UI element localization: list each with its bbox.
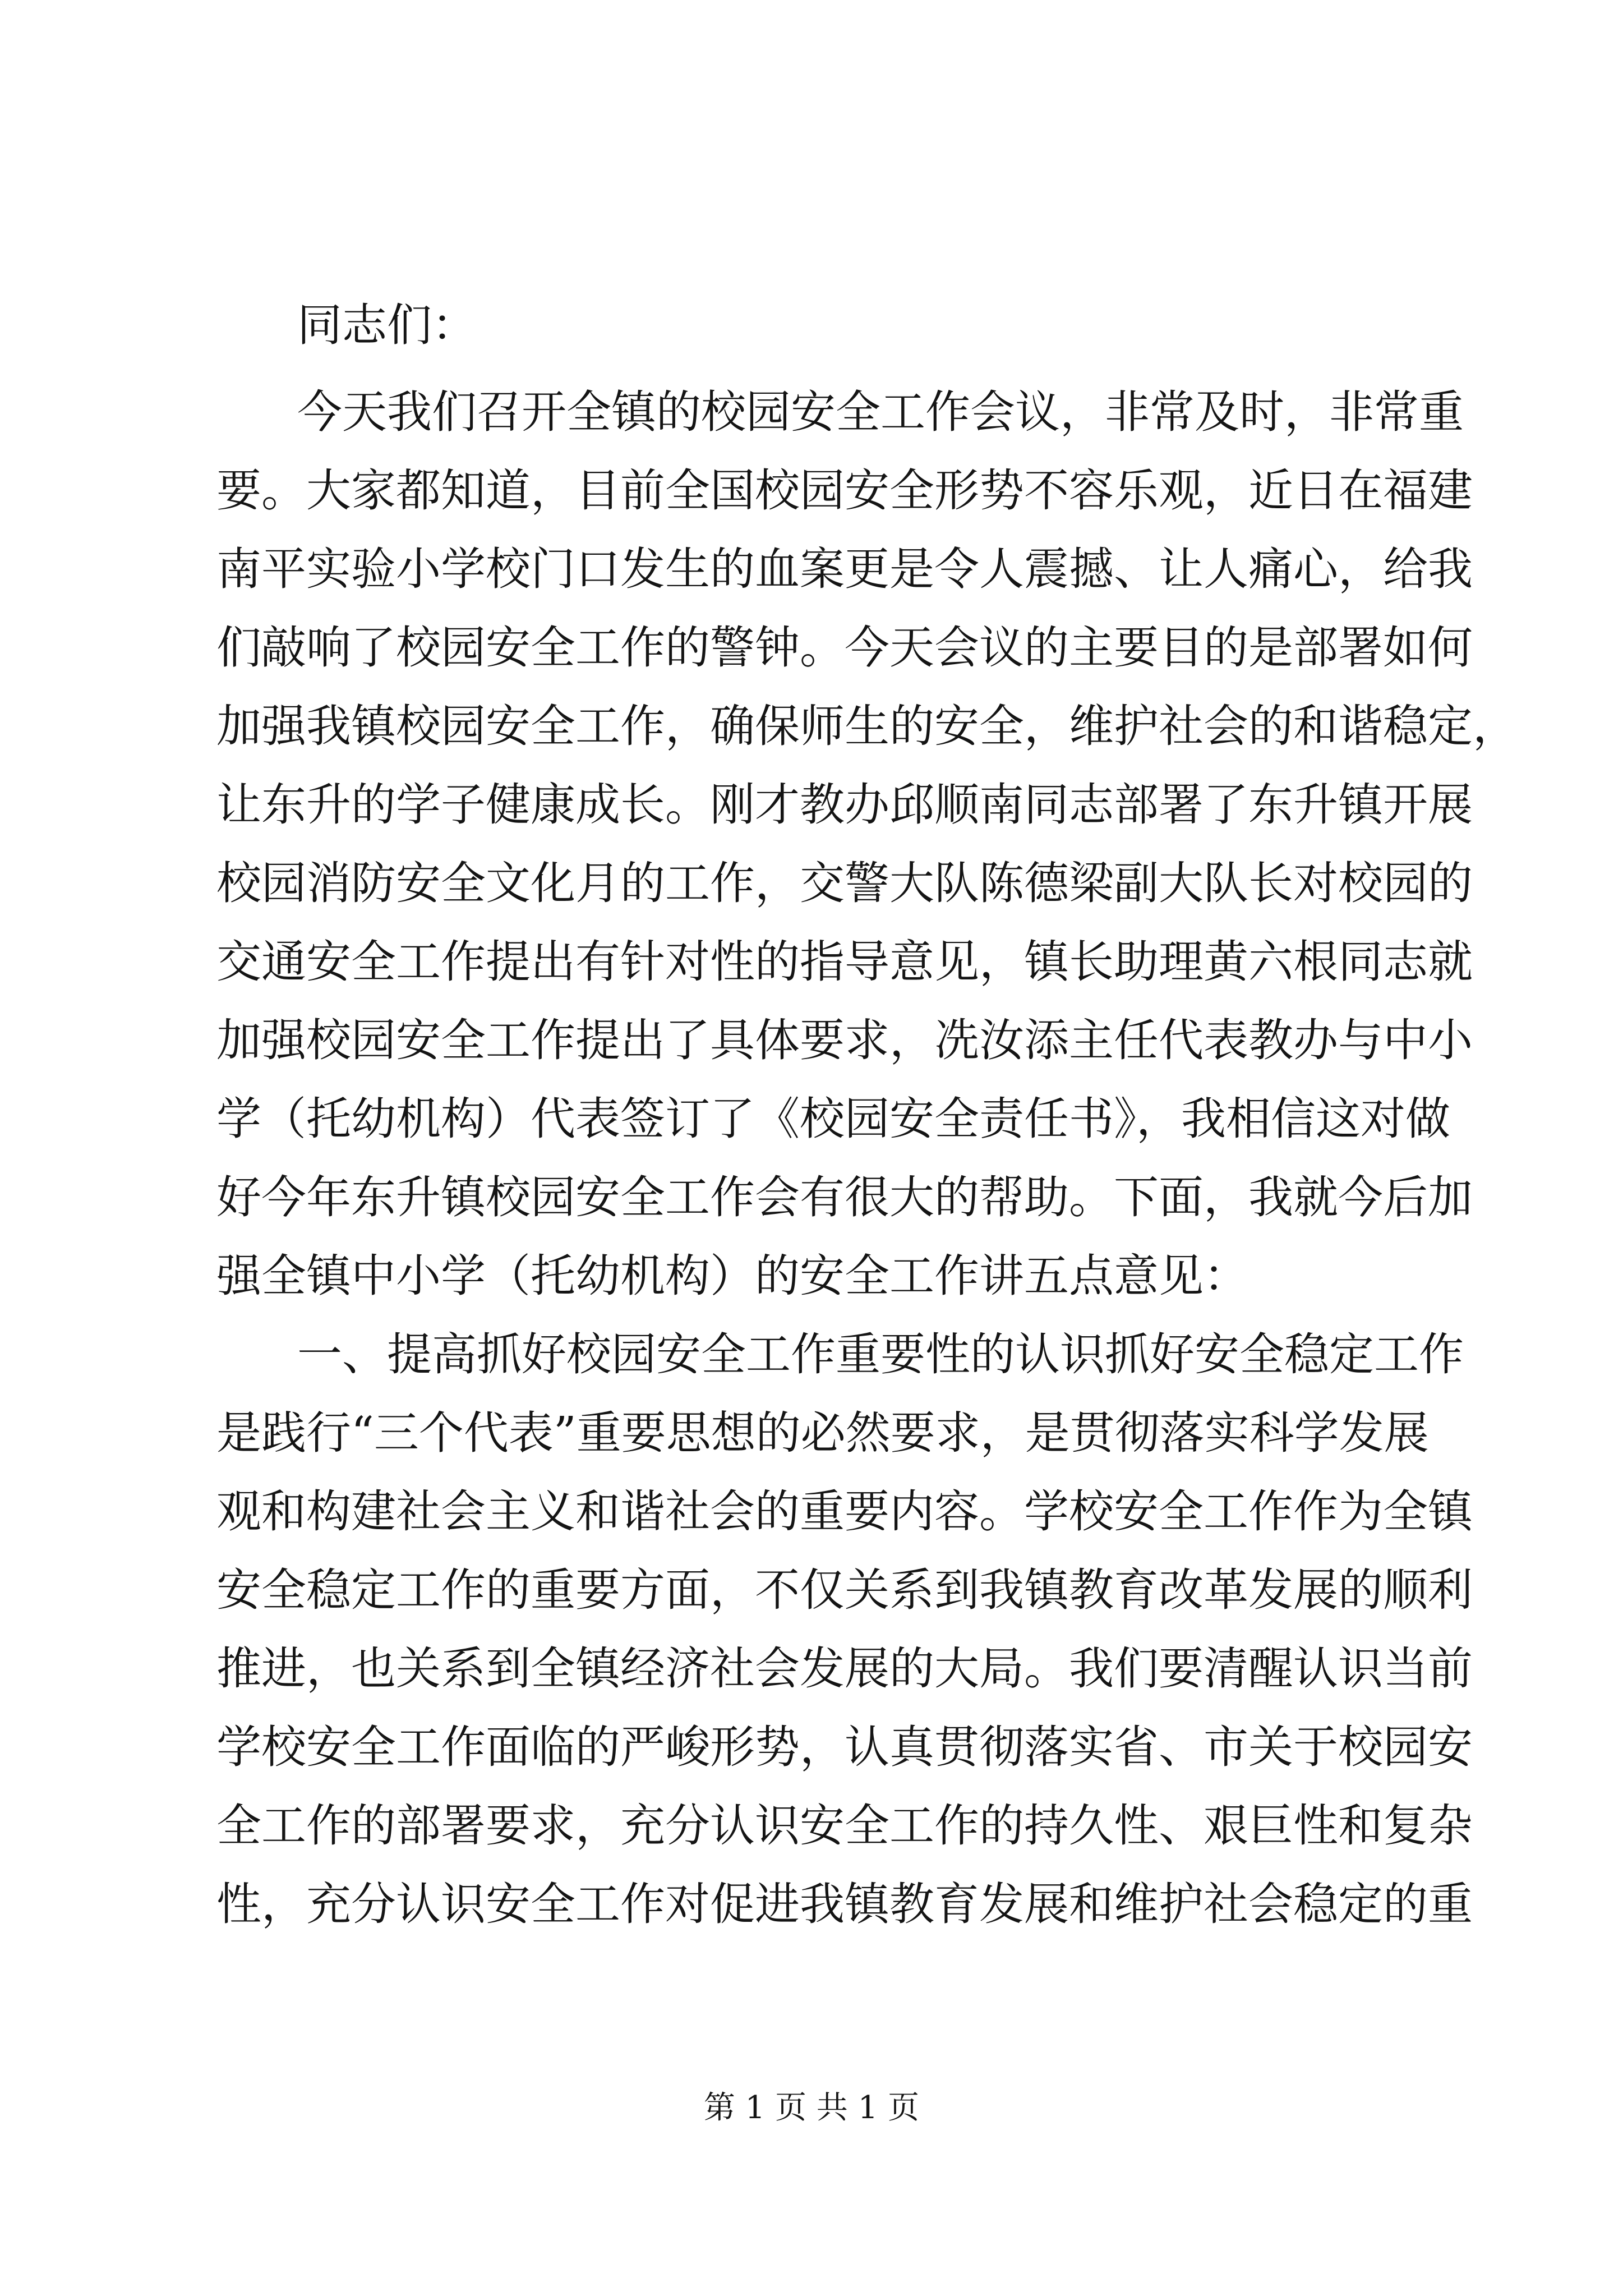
paragraph-text: 交通安全工作提出有针对性的指导意见，镇长助理黄六根同志就 xyxy=(216,936,1473,988)
paragraph-text: 们敲响了校园安全工作的警钟。今天会议的主要目的是部署如何 xyxy=(216,622,1473,674)
paragraph-text: 学（托幼机构）代表签订了《校园安全责任书》，我相信这对做 xyxy=(216,1093,1450,1145)
paragraph-text: 好今年东升镇校园安全工作会有很大的帮助。下面，我就今后加 xyxy=(216,1171,1473,1223)
paragraph-text: 南平实验小学校门口发生的血案更是令人震撼、让人痛心，给我 xyxy=(216,543,1473,595)
paragraph-text: 全工作的部署要求，充分认识安全工作的持久性、艰巨性和复杂 xyxy=(216,1800,1473,1852)
paragraph-text: 推进，也关系到全镇经济社会发展的大局。我们要清醒认识当前 xyxy=(216,1642,1473,1695)
paragraph-text: 观和构建社会主义和谐社会的重要内容。学校安全工作作为全镇 xyxy=(216,1485,1473,1538)
paragraph-text: 让东升的学子健康成长。刚才教办邱顺南同志部署了东升镇开展 xyxy=(216,779,1473,831)
page-footer xyxy=(0,2086,1623,2131)
greeting: 同志们： xyxy=(297,299,477,351)
paragraph-text: 安全稳定工作的重要方面，不仅关系到我镇教育改革发展的顺利 xyxy=(216,1564,1473,1616)
paragraph-text: 加强校园安全工作提出了具体要求，冼汝添主任代表教办与中小 xyxy=(216,1014,1473,1066)
paragraph-text: 是践行“三个代表”重要思想的必然要求，是贯彻落实科学发展 xyxy=(216,1407,1429,1459)
paragraph-text: 要。大家都知道，目前全国校园安全形势不容乐观，近日在福建 xyxy=(216,464,1473,517)
page-number: 第 1 页 共 1 页 xyxy=(703,2090,920,2126)
paragraph-text: 校园消防安全文化月的工作，交警大队陈德梁副大队长对校园的 xyxy=(216,857,1473,909)
paragraph-text: 强全镇中小学（托幼机构）的安全工作讲五点意见： xyxy=(216,1250,1248,1302)
paragraph-text: 今天我们召开全镇的校园安全工作会议，非常及时，非常重 xyxy=(297,386,1464,438)
paragraph-text: 加强我镇校园安全工作，确保师生的安全，维护社会的和谐稳定， xyxy=(216,700,1518,752)
paragraph-text: 学校安全工作面临的严峻形势，认真贯彻落实省、市关于校园安 xyxy=(216,1721,1473,1773)
paragraph-text: 性，充分认识安全工作对促进我镇教育发展和维护社会稳定的重 xyxy=(216,1878,1473,1930)
section-heading: 一、提高抓好校园安全工作重要性的认识抓好安全稳定工作 xyxy=(297,1328,1464,1381)
